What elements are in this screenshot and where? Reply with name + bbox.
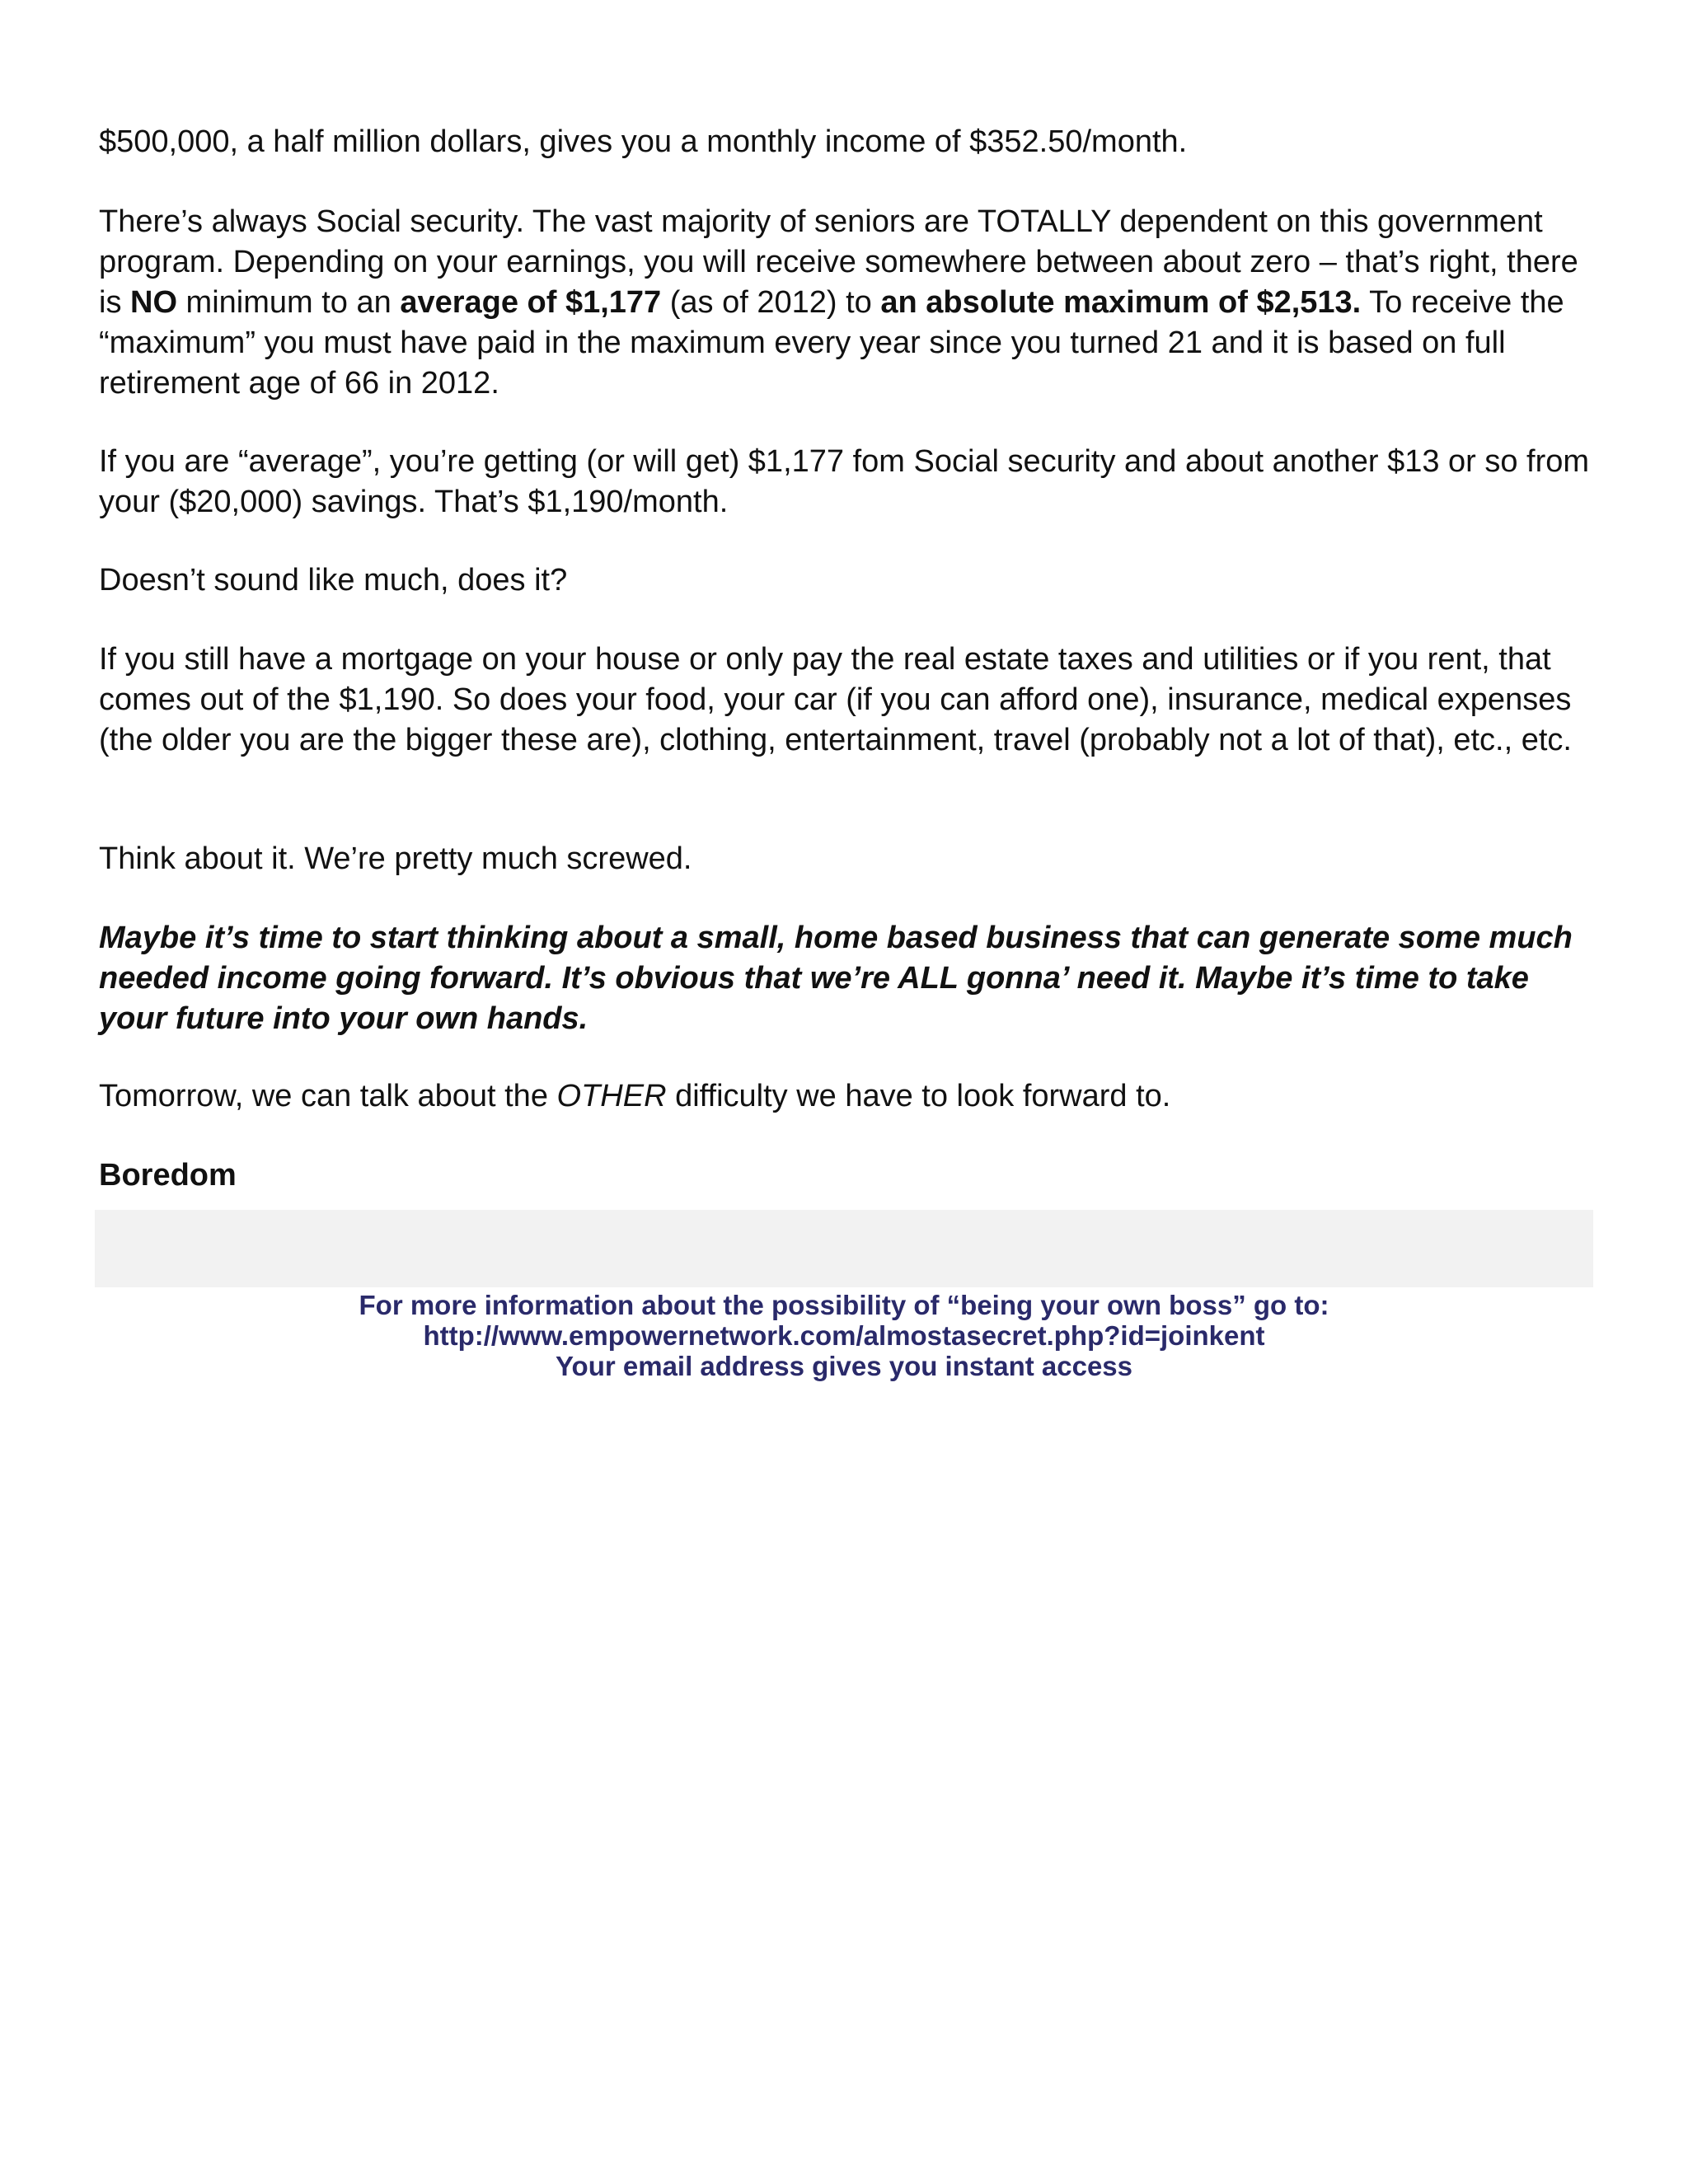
banner-bar [95, 1210, 1593, 1287]
text-run: difficulty we have to look forward to. [666, 1079, 1171, 1113]
banner-link-url[interactable]: http://www.empowernetwork.com/almostasecret.php?id=joinkent [423, 1320, 1265, 1351]
paragraph-average: If you are “average”, you’re getting (or will get) $1,177 fom Social security and about another $13 or so from your ($20,000) savings. That’s $1,190/month. [99, 444, 1590, 519]
paragraph-tomorrow [99, 1076, 1599, 1117]
italic-other: OTHER [556, 1079, 667, 1113]
heading-boredom: Boredom [99, 1158, 237, 1193]
paragraph-expenses: If you still have a mortgage on your house or only pay the real estate taxes and utilities or if you rent, that comes out of the $1,190. So does your food, your car (if you can afford one), insurance, medical expenses (the older you are the bigger these are), clothing, entertainment, travel (probably not a lot of that), etc., etc. [99, 642, 1572, 757]
text-run: (as of 2012) to [661, 285, 881, 320]
text-run: Tomorrow, we can talk about the [99, 1079, 557, 1113]
text-run: There’s always Social security. The vast majority of seniors are TOTALLY dependent on this government program. Depending on your earnings, you will receive somewhere between about zero – that’s right, there is [99, 204, 1578, 320]
paragraph-think: Think about it. We’re pretty much screwed. [99, 841, 692, 876]
banner-line-access: Your email address gives you instant access [555, 1351, 1133, 1381]
text-run: To receive the “maximum” you must have paid in the maximum every year since you turned 21 and it is based on full retirement age of 66 in 2012. [99, 285, 1564, 401]
paragraph-business-callout: Maybe it’s time to start thinking about a small, home based business that can generate some much needed income going forward. It’s obvious that we’re ALL gonna’ need it. Maybe it’s time to take your future into your own hands. [99, 921, 1573, 1036]
bold-maximum: an absolute maximum of $2,513. [880, 285, 1362, 320]
paragraph-social-security [99, 202, 1599, 404]
bold-no: NO [130, 285, 177, 320]
banner-line-info: For more information about the possibility of “being your own boss” go to: [359, 1290, 1329, 1320]
paragraph-question: Doesn’t sound like much, does it? [99, 563, 568, 598]
bold-average: average of $1,177 [400, 285, 662, 320]
banner-ad [95, 1290, 1593, 1381]
text-run: minimum to an [177, 285, 401, 320]
paragraph-income: $500,000, a half million dollars, gives you a monthly income of $352.50/month. [99, 124, 1188, 159]
